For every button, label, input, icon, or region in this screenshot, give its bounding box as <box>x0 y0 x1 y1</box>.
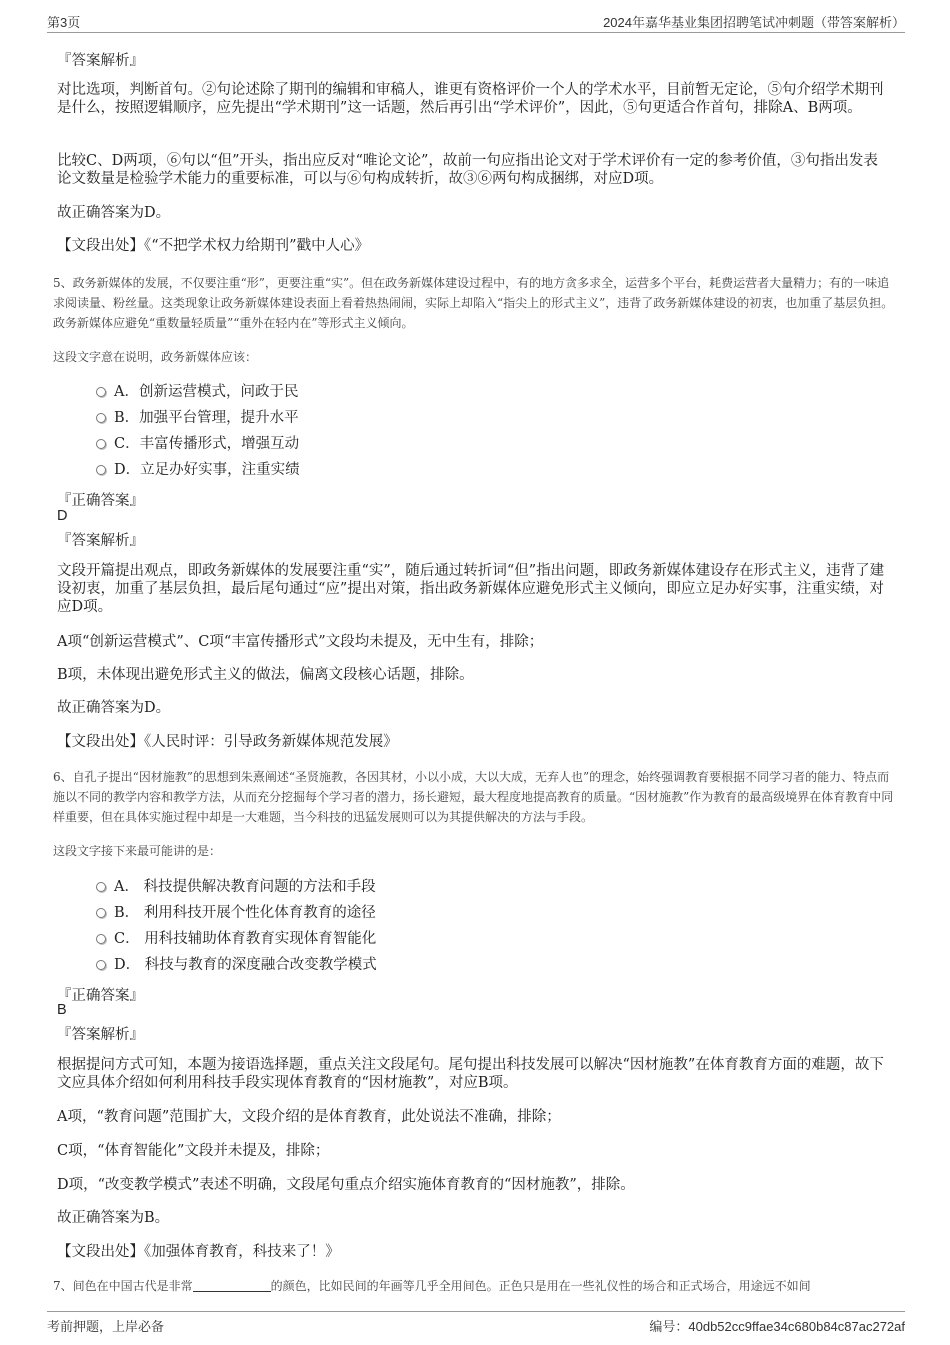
radio-icon[interactable] <box>96 465 106 475</box>
q4-analysis-conclusion: 故正确答案为D。 <box>57 205 171 221</box>
radio-icon[interactable] <box>96 908 106 918</box>
q6-analysis-p4: D项，“改变教学模式”表述不明确，文段尾句重点介绍实施体育教育的“因材施教”，排除。 <box>57 1177 635 1193</box>
page-header <box>47 12 905 33</box>
q6-option-d[interactable]: D． 科技与教育的深度融合改变教学模式 <box>96 955 377 975</box>
q5-option-c[interactable]: C．丰富传播形式，增强互动 <box>96 434 299 454</box>
q7-question-text: 7、间色在中国古代是非常 的颜色，比如民间的年画等几乎全用间色。正色只是用在一些礼仪性的场合和正式场合，用途远不如间 <box>53 1279 811 1293</box>
q6-analysis-p1: 根据提问方式可知，本题为接语选择题，重点关注文段尾句。尾句提出科技发展可以解决“因材施教”在体育教育方面的难题，故下文应具体介绍如何利用科技手段实现体育教育的“因材施教”，对应B项。 <box>57 1057 884 1091</box>
fill-blank <box>193 1279 271 1292</box>
radio-icon[interactable] <box>96 882 106 892</box>
q6-question-text: 6、自孔子提出“因材施教”的思想到朱熹阐述“圣贤施教，各因其材，小以小成，大以大成，无弃人也”的理念，始终强调教育要根据不同学习者的能力、特点而施以不同的教学内容和教学方法，从而充分挖掘每个学习者的潜力，扬长避短，最大程度地提高教育的质量。“因材施教”作为教育的最高级境界在体育教育中同样重要，但在具体实施过程中却是一大难题，当今科技的迅猛发展则可以为其提供解决的方法与手段。 <box>53 770 894 824</box>
q5-source: 【文段出处】《人民时评：引导政务新媒体规范发展》 <box>57 734 398 750</box>
q5-option-a[interactable]: A．创新运营模式，问政于民 <box>96 382 298 402</box>
q5-analysis-p3: B项，未体现出避免形式主义的做法，偏离文段核心话题，排除。 <box>57 667 474 683</box>
radio-icon[interactable] <box>96 439 106 449</box>
q5-option-d[interactable]: D．立足办好实事，注重实绩 <box>96 460 300 480</box>
q6-answer: B <box>57 1002 67 1018</box>
footer-slogan: 考前押题，上岸必备 <box>47 1320 165 1335</box>
q4-source: 【文段出处】《“不把学术权力给期刊”戳中人心》 <box>57 238 370 254</box>
q6-analysis-conclusion: 故正确答案为B。 <box>57 1210 170 1226</box>
document-title: 2024年嘉华基业集团招聘笔试冲刺题（带答案解析） <box>603 15 905 30</box>
document-id: 编号：40db52cc9ffae34c680b84c87ac272af <box>649 1319 905 1334</box>
q5-analysis-p2: A项“创新运营模式”、C项“丰富传播形式”文段均未提及，无中生有，排除； <box>57 634 544 650</box>
q5-option-b[interactable]: B．加强平台管理，提升水平 <box>96 408 299 428</box>
q4-analysis-label: 『答案解析』 <box>57 53 144 69</box>
q6-analysis-p3: C项，“体育智能化”文段并未提及，排除； <box>57 1143 330 1159</box>
radio-icon[interactable] <box>96 413 106 423</box>
q6-source: 【文段出处】《加强体育教育，科技来了！》 <box>57 1244 340 1260</box>
q5-answer-label: 『正确答案』 <box>57 493 144 509</box>
q5-analysis-conclusion: 故正确答案为D。 <box>57 700 171 716</box>
radio-icon[interactable] <box>96 387 106 397</box>
q6-option-b[interactable]: B． 利用科技开展个性化体育教育的途径 <box>96 903 376 923</box>
q6-option-c[interactable]: C． 用科技辅助体育教育实现体育智能化 <box>96 929 376 949</box>
page-footer <box>47 1311 905 1336</box>
radio-icon[interactable] <box>96 934 106 944</box>
q6-analysis-p2: A项，“教育问题”范围扩大，文段介绍的是体育教育，此处说法不准确，排除； <box>57 1109 561 1125</box>
q5-question-text: 5、政务新媒体的发展，不仅要注重“形”，更要注重“实”。但在政务新媒体建设过程中，有的地方贪多求全，运营多个平台，耗费运营者大量精力；有的一味追求阅读量、粉丝量。这类现象让政务新媒体建设表面上看着热热闹闹，实际上却陷入“指尖上的形式主义”，违背了政务新媒体建设的初衷，也加重了基层负担。政务新媒体应避免“重数量轻质量”“重外在轻内在”等形式主义倾向。 <box>53 276 894 330</box>
page-number: 第3页 <box>47 15 81 30</box>
q6-analysis-label: 『答案解析』 <box>57 1027 144 1043</box>
q5-analysis-label: 『答案解析』 <box>57 533 144 549</box>
q6-answer-label: 『正确答案』 <box>57 988 144 1004</box>
q5-question-ask: 这段文字意在说明，政务新媒体应该： <box>53 350 258 364</box>
radio-icon[interactable] <box>96 960 106 970</box>
q6-question-ask: 这段文字接下来最可能讲的是： <box>53 844 222 858</box>
q5-analysis-p1: 文段开篇提出观点，即政务新媒体的发展要注重“实”，随后通过转折词“但”指出问题，即政务新媒体建设存在形式主义，违背了建设初衷，加重了基层负担，最后尾句通过“应”提出对策，指出政务新媒体应避免形式主义倾向，即应立足办好实事，注重实绩，对应D项。 <box>57 563 885 615</box>
q4-analysis-p1: 对比选项，判断首句。②句论述除了期刊的编辑和审稿人，谁更有资格评价一个人的学术水平，目前暂无定论，⑤句介绍学术期刊是什么，按照逻辑顺序，应先提出“学术期刊”这一话题，然后再引出“学术评价”，因此，⑤句更适合作首句，排除A、B两项。 <box>57 82 884 116</box>
q4-analysis-p2: 比较C、D两项，⑥句以“但”开头，指出应反对“唯论文论”，故前一句应指出论文对于学术评价有一定的参考价值，③句指出发表论文数量是检验学术能力的重要标准，可以与⑥句构成转折，故③⑥两句构成捆绑，对应D项。 <box>57 153 878 187</box>
q6-option-a[interactable]: A． 科技提供解决教育问题的方法和手段 <box>96 877 376 897</box>
q5-answer: D <box>57 508 68 524</box>
